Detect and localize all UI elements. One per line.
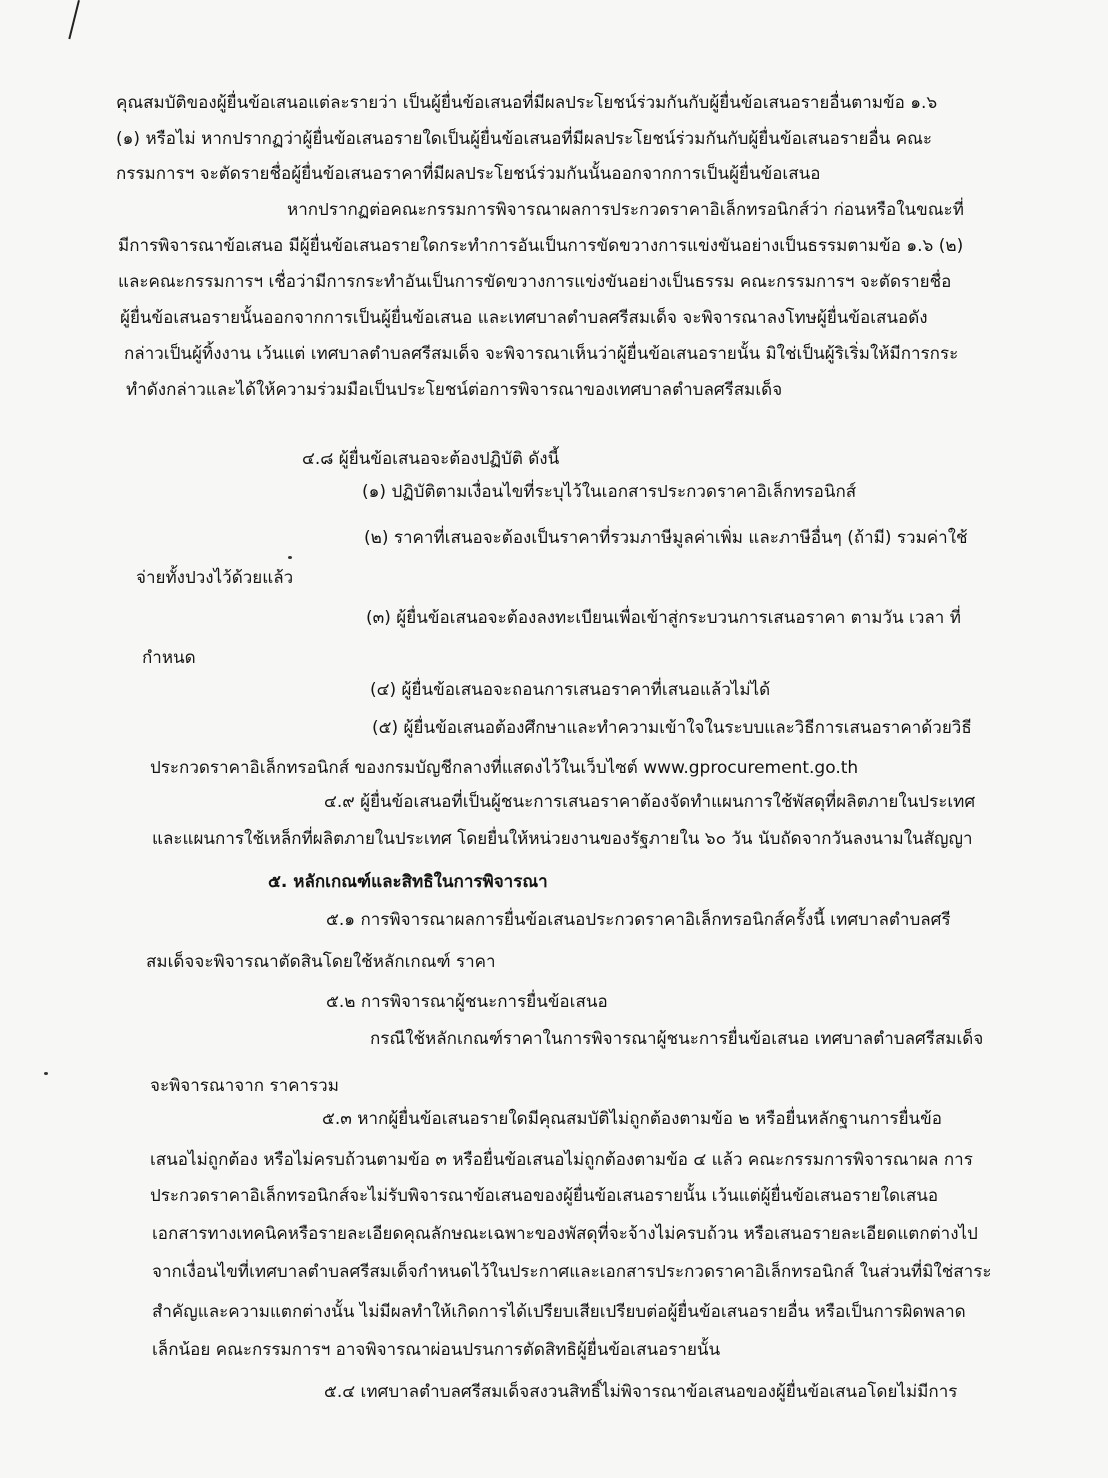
text-line: ๔.๘ ผู้ยื่นข้อเสนอจะต้องปฏิบัติ ดังนี้ (302, 449, 560, 469)
text-line: (๒) ราคาที่เสนอจะต้องเป็นราคาที่รวมภาษีมูลค่าเพิ่ม และภาษีอื่นๆ (ถ้ามี) รวมค่าใช้ (364, 528, 968, 548)
text-line: ประกวดราคาอิเล็กทรอนิกส์ ของกรมบัญชีกลางที่แสดงไว้ในเว็บไซต์ www.gprocurement.go.th (150, 758, 859, 778)
text-line: มีการพิจารณาข้อเสนอ มีผู้ยื่นข้อเสนอรายใดกระทำการอันเป็นการขัดขวางการแข่งขันอย่างเป็นธรรมตามข้อ ๑.๖ (๒) (118, 236, 964, 256)
text-line: จะพิจารณาจาก ราคารวม (150, 1076, 339, 1096)
text-line: ๔.๙ ผู้ยื่นข้อเสนอที่เป็นผู้ชนะการเสนอราคาต้องจัดทำแผนการใช้พัสดุที่ผลิตภายในประเทศ (324, 792, 976, 812)
text-line: ประกวดราคาอิเล็กทรอนิกส์จะไม่รับพิจารณาข้อเสนอของผู้ยื่นข้อเสนอรายนั้น เว้นแต่ผู้ยื่นข้อเสนอรายใดเสนอ (150, 1186, 939, 1206)
scan-speck (288, 556, 292, 559)
text-line: ๕.๓ หากผู้ยื่นข้อเสนอรายใดมีคุณสมบัติไม่ถูกต้องตามข้อ ๒ หรือยื่นหลักฐานการยื่นข้อ (322, 1109, 942, 1129)
text-line: ๕.๔ เทศบาลตำบลศรีสมเด็จสงวนสิทธิ์ไม่พิจารณาข้อเสนอของผู้ยื่นข้อเสนอโดยไม่มีการ (324, 1382, 958, 1402)
text-line: ทำดังกล่าวและได้ให้ความร่วมมือเป็นประโยชน์ต่อการพิจารณาของเทศบาลตำบลศรีสมเด็จ (126, 380, 783, 400)
text-line: กรรมการฯ จะตัดรายชื่อผู้ยื่นข้อเสนอราคาที่มีผลประโยชน์ร่วมกันนั้นออกจากการเป็นผู้ยื่นข้อเสนอ (116, 164, 821, 184)
text-line: (๑) ปฏิบัติตามเงื่อนไขที่ระบุไว้ในเอกสารประกวดราคาอิเล็กทรอนิกส์ (362, 482, 857, 502)
text-line: (๓) ผู้ยื่นข้อเสนอจะต้องลงทะเบียนเพื่อเข้าสู่กระบวนการเสนอราคา ตามวัน เวลา ที่ (366, 608, 961, 628)
text-line: หากปรากฏต่อคณะกรรมการพิจารณาผลการประกวดราคาอิเล็กทรอนิกส์ว่า ก่อนหรือในขณะที่ (287, 200, 964, 220)
text-line: จากเงื่อนไขที่เทศบาลตำบลศรีสมเด็จกำหนดไว้ในประกาศและเอกสารประกวดราคาอิเล็กทรอนิกส์ ในส่วนที่มิใช่สาระ (152, 1262, 992, 1282)
text-line: กล่าวเป็นผู้ทิ้งงาน เว้นแต่ เทศบาลตำบลศรีสมเด็จ จะพิจารณาเห็นว่าผู้ยื่นข้อเสนอรายนั้น มิใช่เป็นผู้ริเริ่มให้มีการกระ (124, 344, 959, 364)
text-line: ผู้ยื่นข้อเสนอรายนั้นออกจากการเป็นผู้ยื่นข้อเสนอ และเทศบาลตำบลศรีสมเด็จ จะพิจารณาลงโทษผู้ยื่นข้อเสนอดัง (120, 308, 928, 328)
text-line: ๕.๒ การพิจารณาผู้ชนะการยื่นข้อเสนอ (326, 992, 608, 1012)
text-line: (๑) หรือไม่ หากปรากฏว่าผู้ยื่นข้อเสนอรายใดเป็นผู้ยื่นข้อเสนอที่มีผลประโยชน์ร่วมกันกับผู้ยื่นข้อเสนอรายอื่น คณะ (116, 129, 932, 149)
section-heading: ๕. หลักเกณฑ์และสิทธิในการพิจารณา (268, 872, 548, 892)
text-line: จ่ายทั้งปวงไว้ด้วยแล้ว (136, 568, 294, 588)
text-line: สำคัญและความแตกต่างนั้น ไม่มีผลทำให้เกิดการได้เปรียบเสียเปรียบต่อผู้ยื่นข้อเสนอรายอื่น หรือเป็นการผิดพลาด (152, 1302, 966, 1322)
text-line: สมเด็จจะพิจารณาตัดสินโดยใช้หลักเกณฑ์ ราคา (146, 952, 496, 972)
text-line: กรณีใช้หลักเกณฑ์ราคาในการพิจารณาผู้ชนะการยื่นข้อเสนอ เทศบาลตำบลศรีสมเด็จ (370, 1029, 984, 1049)
scan-speck (44, 1072, 48, 1075)
text-line: คุณสมบัติของผู้ยื่นข้อเสนอแต่ละรายว่า เป็นผู้ยื่นข้อเสนอที่มีผลประโยชน์ร่วมกันกับผู้ยื่นข้อเสนอรายอื่นตามข้อ ๑.๖ (116, 93, 938, 113)
scan-edge-mark (68, 0, 80, 39)
text-line: (๔) ผู้ยื่นข้อเสนอจะถอนการเสนอราคาที่เสนอแล้วไม่ได้ (370, 680, 771, 700)
text-line: และแผนการใช้เหล็กที่ผลิตภายในประเทศ โดยยื่นให้หน่วยงานของรัฐภายใน ๖๐ วัน นับถัดจากวันลงนามในสัญญา (152, 829, 973, 849)
text-line: (๕) ผู้ยื่นข้อเสนอต้องศึกษาและทำความเข้าใจในระบบและวิธีการเสนอราคาด้วยวิธี (372, 718, 972, 738)
text-line: กำหนด (142, 648, 196, 668)
text-line: เอกสารทางเทคนิคหรือรายละเอียดคุณลักษณะเฉพาะของพัสดุที่จะจ้างไม่ครบถ้วน หรือเสนอรายละเอียดแตกต่างไป (152, 1224, 978, 1244)
text-line: และคณะกรรมการฯ เชื่อว่ามีการกระทำอันเป็นการขัดขวางการแข่งขันอย่างเป็นธรรม คณะกรรมการฯ จะตัดรายชื่อ (118, 272, 952, 292)
text-line: เล็กน้อย คณะกรรมการฯ อาจพิจารณาผ่อนปรนการตัดสิทธิผู้ยื่นข้อเสนอรายนั้น (152, 1340, 721, 1360)
text-line: ๕.๑ การพิจารณาผลการยื่นข้อเสนอประกวดราคาอิเล็กทรอนิกส์ครั้งนี้ เทศบาลตำบลศรี (326, 910, 951, 930)
text-line: เสนอไม่ถูกต้อง หรือไม่ครบถ้วนตามข้อ ๓ หรือยื่นข้อเสนอไม่ถูกต้องตามข้อ ๔ แล้ว คณะกรรมการพิจารณาผล การ (150, 1150, 973, 1170)
